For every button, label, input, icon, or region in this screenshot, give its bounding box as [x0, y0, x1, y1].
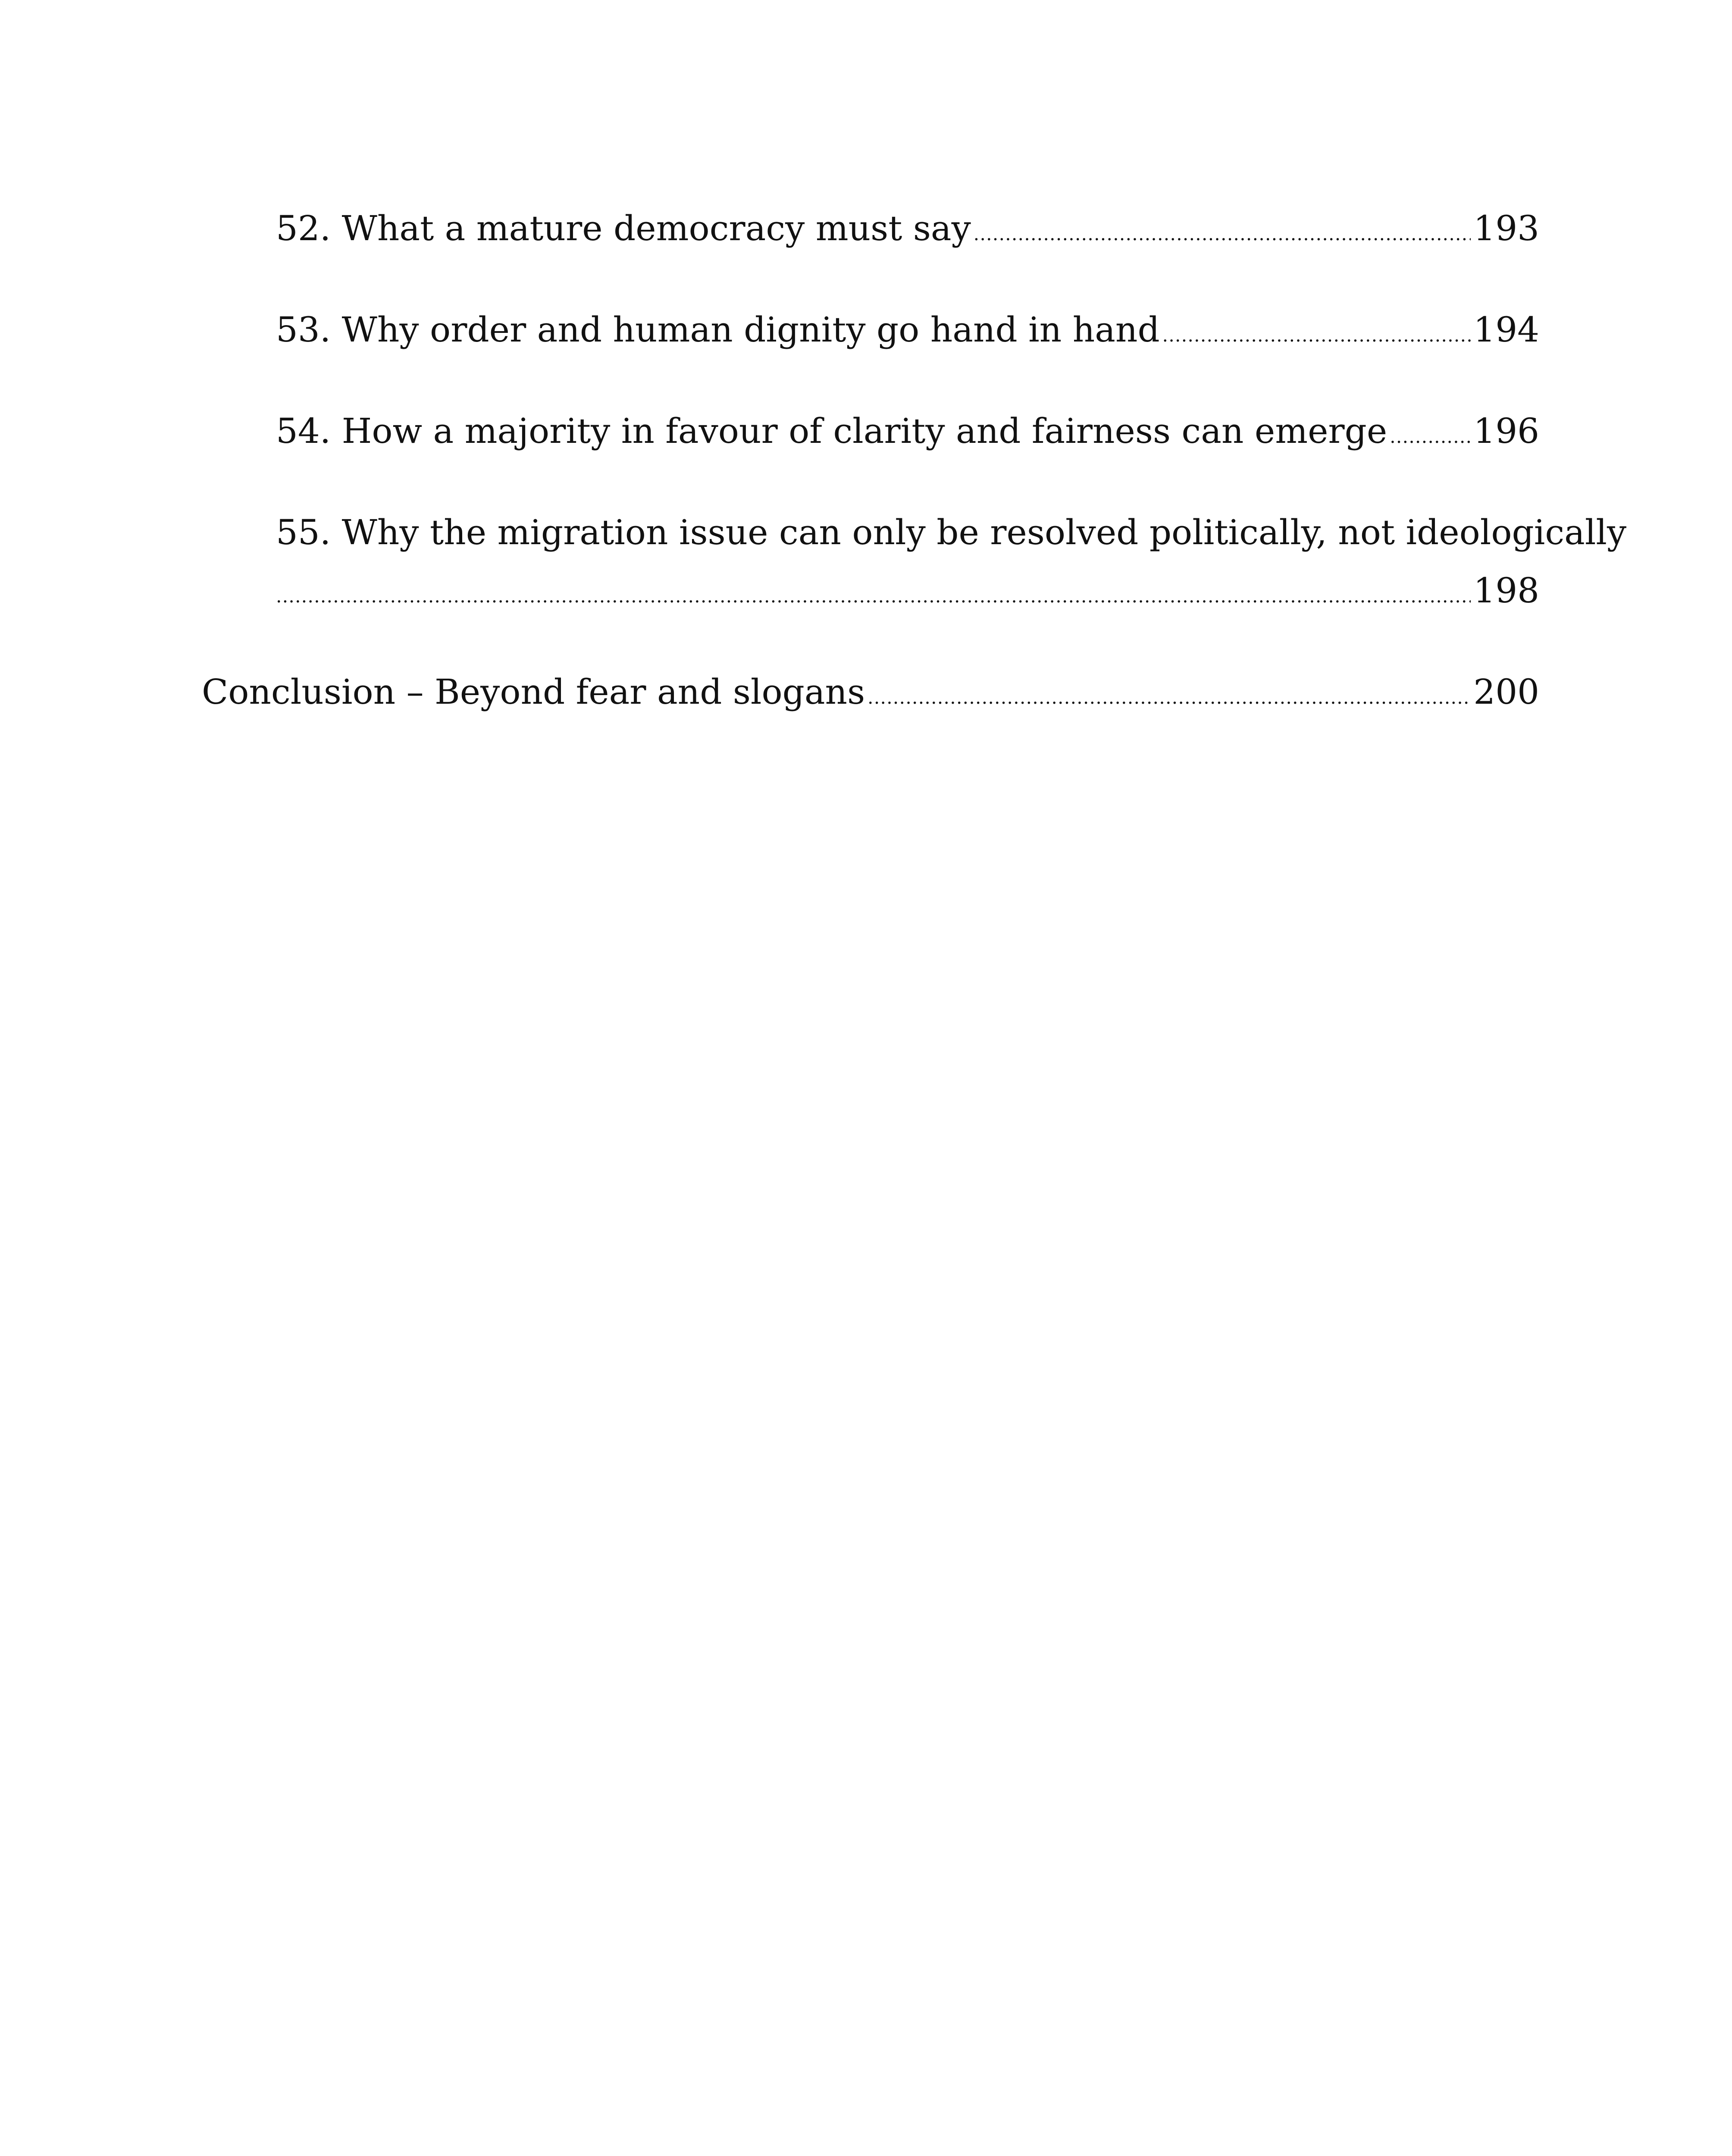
toc-entry-title: 54. How a majority in favour of clarity and fairness can emerge — [276, 411, 1387, 451]
toc-entry-53[interactable] — [276, 308, 1539, 357]
toc-entry-title: 55. Why the migration issue can only be resolved politically, not ideologically — [276, 512, 1627, 552]
toc-entry-page-number: 198 — [1473, 570, 1539, 611]
dot-leader — [276, 569, 1471, 618]
dot-leader — [868, 671, 1471, 719]
toc-entry-conclusion[interactable] — [202, 671, 1539, 719]
toc-entry-page-number: 196 — [1473, 411, 1539, 451]
toc-entry-title: Conclusion – Beyond fear and slogans — [202, 672, 865, 712]
toc-entry-52[interactable] — [276, 207, 1539, 256]
dot-leader — [1390, 410, 1471, 458]
dot-leader — [974, 207, 1471, 256]
toc-entry-continuation — [276, 569, 1539, 618]
toc-entry-page-number: 194 — [1473, 310, 1539, 350]
toc-entry-54[interactable] — [276, 410, 1539, 458]
toc-entry-page-number: 200 — [1473, 672, 1539, 712]
dot-leader — [1162, 308, 1471, 357]
toc-entry-title: 52. What a mature democracy must say — [276, 208, 971, 248]
toc-entry-title: 53. Why order and human dignity go hand in hand — [276, 310, 1160, 350]
toc-entry-page-number: 193 — [1473, 208, 1539, 248]
